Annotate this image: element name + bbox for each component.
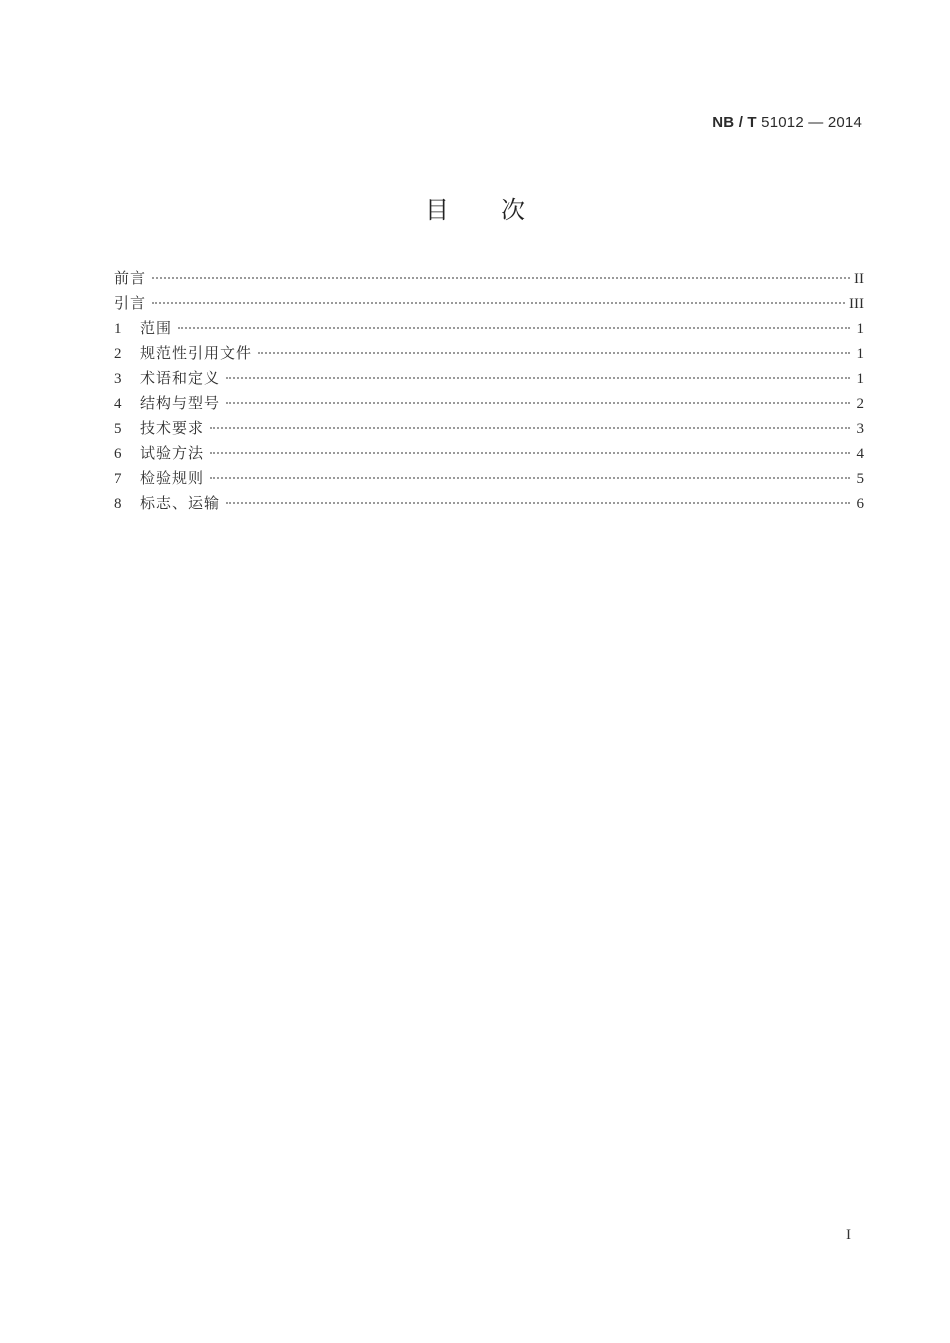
toc-entry-number: 7 — [114, 471, 122, 487]
toc-leader-dots — [152, 277, 850, 279]
toc-entry-label: 前言 — [114, 269, 147, 287]
toc-leader-dots — [178, 327, 850, 329]
toc-entry-number: 6 — [114, 446, 122, 462]
toc-entry-page: 5 — [856, 471, 864, 487]
toc-entry-label: 引言 — [114, 294, 147, 312]
toc-entry[interactable] — [114, 341, 864, 366]
toc-entry-page: 3 — [856, 421, 864, 437]
toc-entry[interactable] — [114, 491, 864, 516]
toc-entry[interactable] — [114, 291, 864, 316]
toc-entry-page: 4 — [856, 446, 864, 462]
toc-leader-dots — [226, 502, 850, 504]
standard-code-prefix: NB / T — [712, 114, 757, 131]
toc-entry-page: 1 — [856, 346, 864, 362]
toc-entry-page: 2 — [856, 396, 864, 412]
toc-leader-dots — [258, 352, 850, 354]
toc-leader-dots — [226, 402, 850, 404]
toc-leader-dots — [210, 427, 850, 429]
toc-leader-dots — [210, 477, 850, 479]
toc-entry-label: 标志、运输 — [140, 494, 221, 512]
toc-entry-page: 1 — [856, 371, 864, 387]
toc-entry-number: 2 — [114, 346, 122, 362]
toc-entry-number: 8 — [114, 496, 122, 512]
standard-code-number: 51012 — 2014 — [761, 114, 862, 131]
toc-entry-number: 5 — [114, 421, 122, 437]
toc-entry-page: II — [854, 271, 864, 287]
toc-entry-label: 技术要求 — [140, 419, 205, 437]
toc-entry-number: 4 — [114, 396, 122, 412]
toc-entry-label: 范围 — [140, 319, 173, 337]
toc-entry-label: 规范性引用文件 — [140, 344, 253, 362]
toc-entry-number: 1 — [114, 321, 122, 337]
standard-code — [712, 114, 862, 131]
toc-entry-number: 3 — [114, 371, 122, 387]
toc-leader-dots — [210, 452, 850, 454]
toc-entry[interactable] — [114, 316, 864, 341]
toc-entry[interactable] — [114, 441, 864, 466]
toc-entry[interactable] — [114, 416, 864, 441]
toc-entry[interactable] — [114, 266, 864, 291]
toc-leader-dots — [226, 377, 850, 379]
toc-entry-label: 结构与型号 — [140, 394, 221, 412]
toc-entry-page: 6 — [856, 496, 864, 512]
toc-entry-label: 术语和定义 — [140, 369, 221, 387]
toc-entry-page: 1 — [856, 321, 864, 337]
toc-entry[interactable] — [114, 366, 864, 391]
toc-entry-label: 检验规则 — [140, 469, 205, 487]
toc-entry-label: 试验方法 — [140, 444, 205, 462]
toc-leader-dots — [152, 302, 845, 304]
page-title: 目次 — [425, 196, 577, 224]
page-number: I — [846, 1227, 851, 1243]
toc-entry[interactable] — [114, 391, 864, 416]
toc-entry-page: III — [849, 296, 864, 312]
toc-entry[interactable] — [114, 466, 864, 491]
table-of-contents — [114, 266, 864, 516]
